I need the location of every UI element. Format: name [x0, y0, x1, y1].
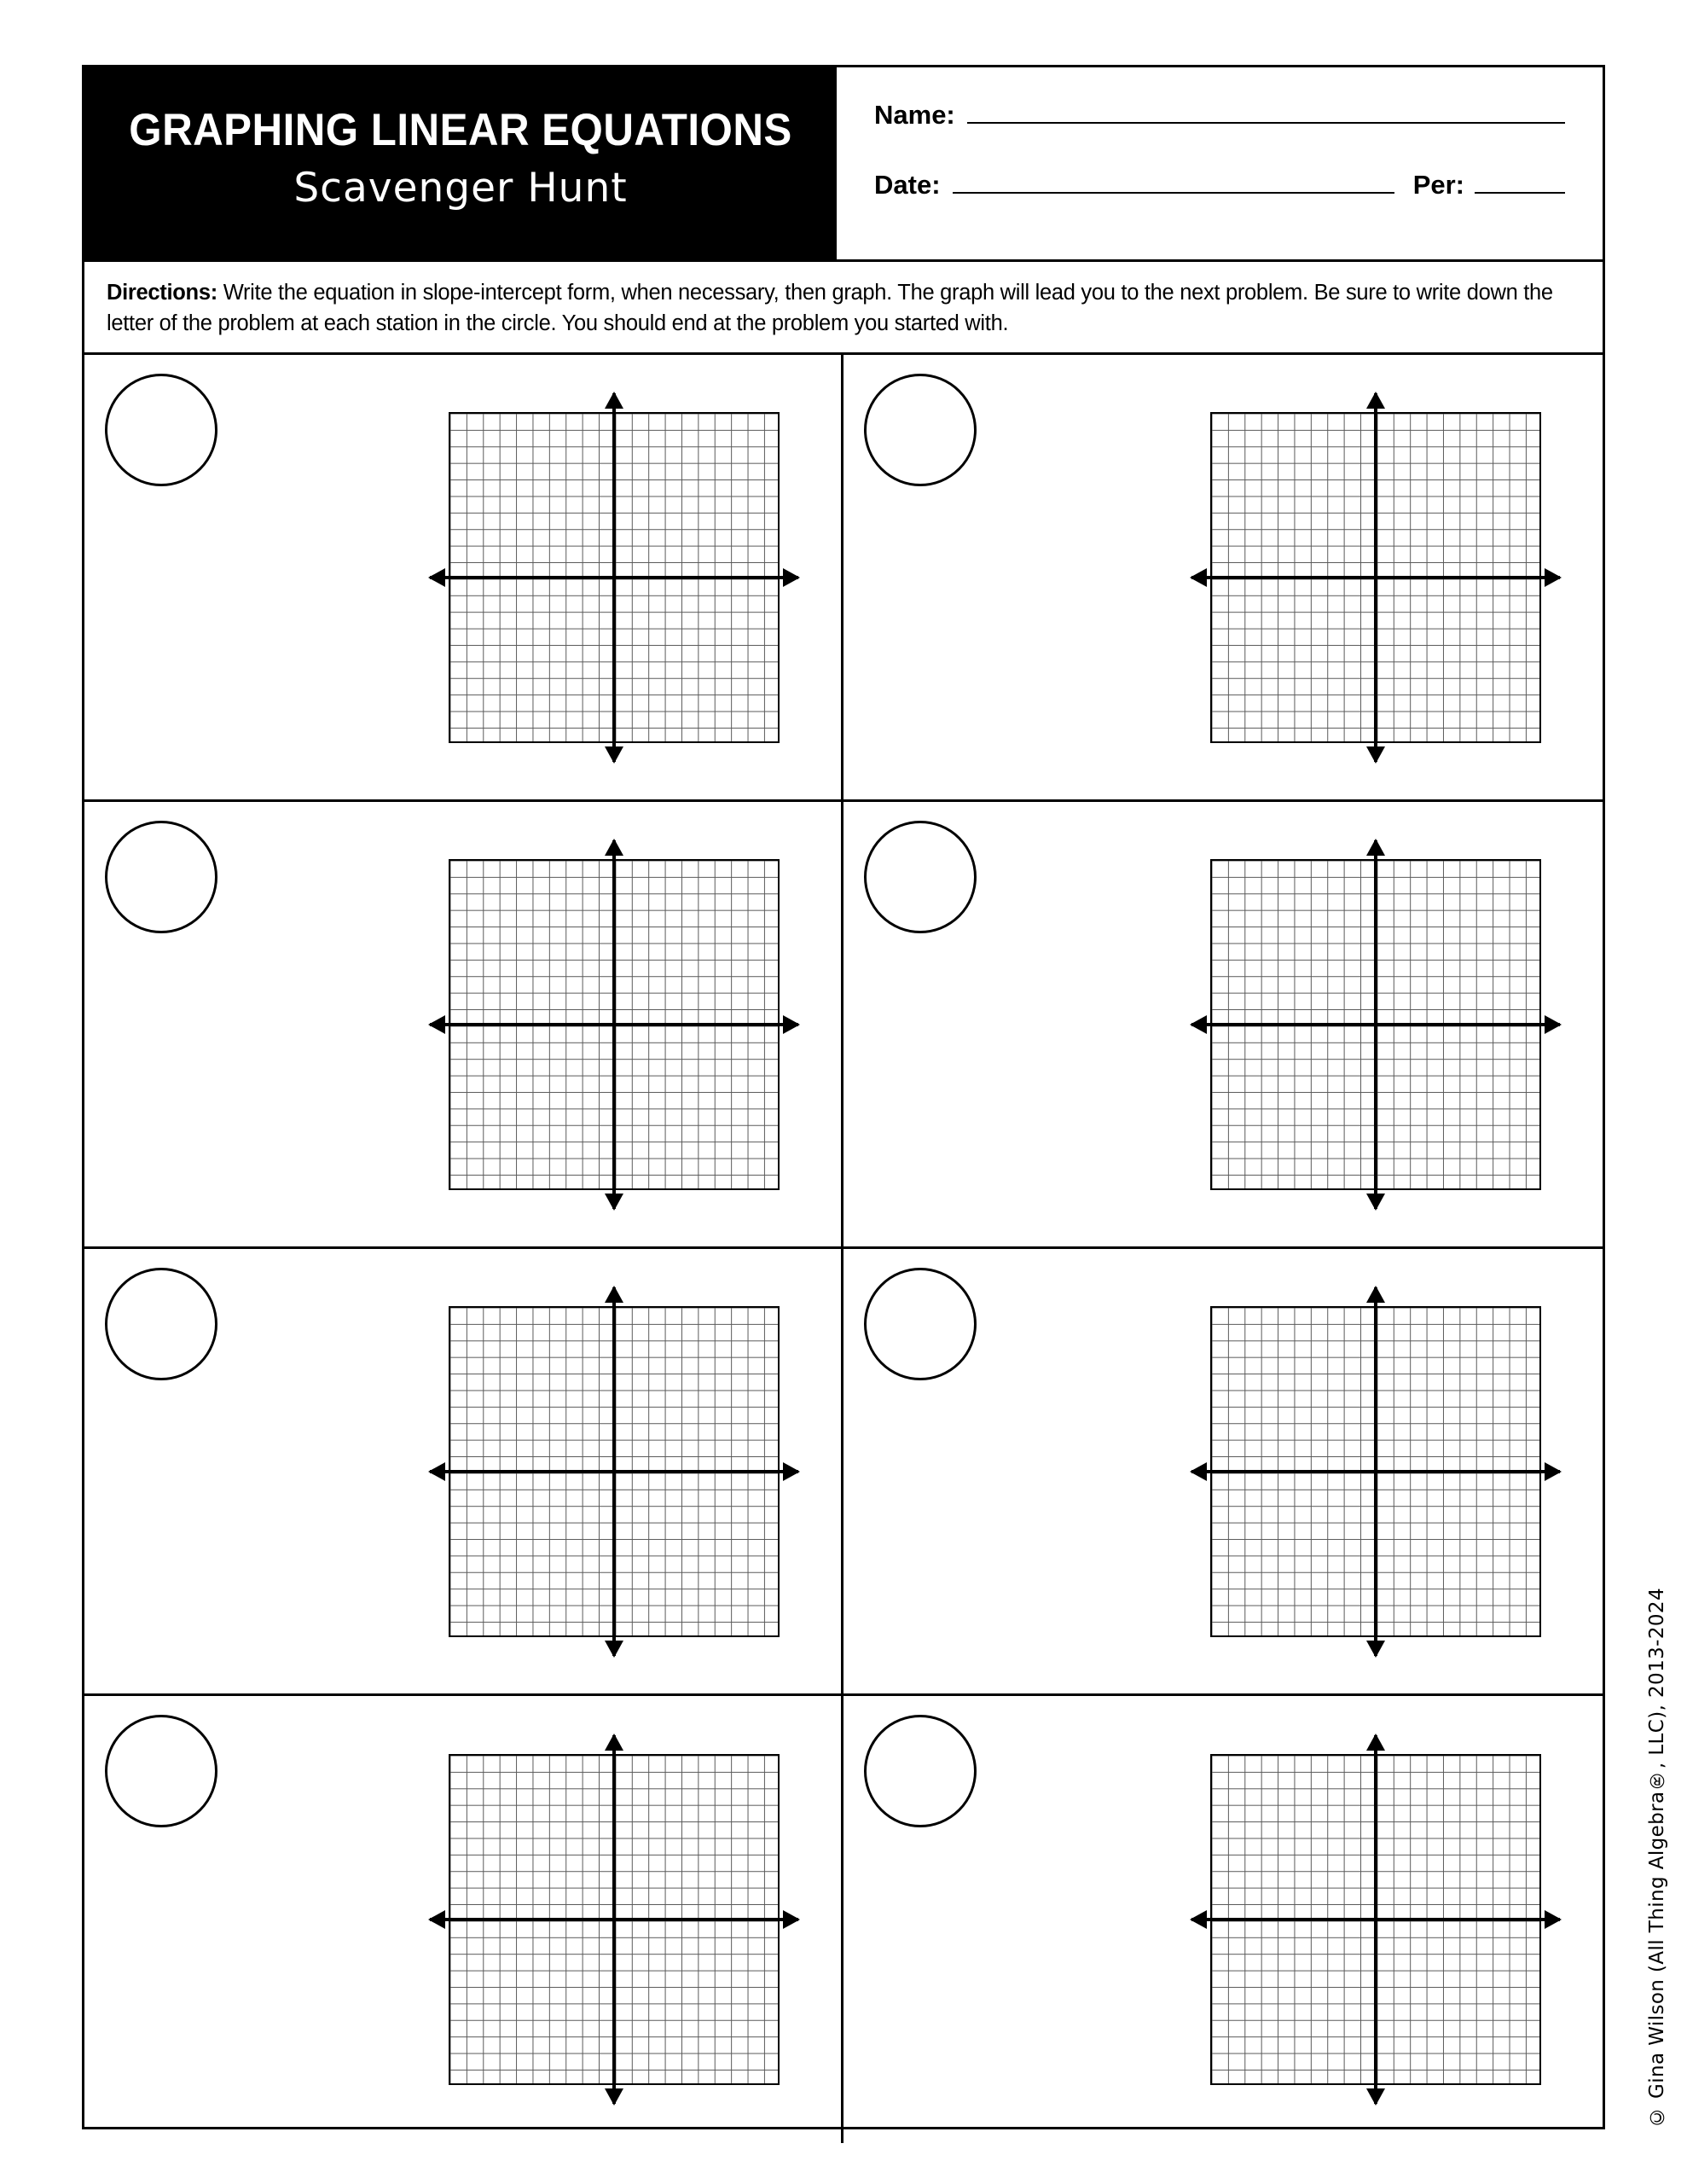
arrow-left-icon [1190, 1462, 1207, 1481]
problem-cell [84, 1696, 844, 2143]
arrow-left-icon [428, 1015, 445, 1034]
date-row [874, 168, 1565, 200]
arrow-right-icon [783, 1015, 800, 1034]
page-title: GRAPHING LINEAR EQUATIONS [129, 104, 792, 155]
arrow-up-icon [605, 392, 623, 409]
coordinate-plane[interactable] [430, 393, 798, 762]
name-row [874, 98, 1565, 131]
arrow-right-icon [1545, 1015, 1562, 1034]
directions-label: Directions: [107, 281, 217, 305]
arrow-down-icon [605, 1641, 623, 1658]
coordinate-plane[interactable] [1191, 840, 1560, 1209]
problem-cell [844, 1249, 1603, 1696]
arrow-up-icon [605, 1286, 623, 1303]
arrow-up-icon [1366, 1286, 1385, 1303]
arrow-left-icon [428, 1910, 445, 1929]
arrow-left-icon [428, 1462, 445, 1481]
arrow-down-icon [1366, 1641, 1385, 1658]
problem-cell [84, 355, 844, 802]
problem-cell [84, 1249, 844, 1696]
arrow-left-icon [428, 568, 445, 587]
arrow-down-icon [605, 1194, 623, 1211]
coordinate-plane[interactable] [1191, 1735, 1560, 2104]
arrow-left-icon [1190, 1015, 1207, 1034]
answer-circle[interactable] [864, 1715, 977, 1827]
arrow-right-icon [783, 1910, 800, 1929]
coordinate-plane[interactable] [430, 840, 798, 1209]
coordinate-plane[interactable] [1191, 393, 1560, 762]
title-block [84, 67, 837, 259]
arrow-up-icon [1366, 839, 1385, 856]
answer-circle[interactable] [105, 1268, 217, 1380]
arrow-right-icon [1545, 1462, 1562, 1481]
arrow-down-icon [1366, 2088, 1385, 2106]
answer-circle[interactable] [864, 1268, 977, 1380]
y-axis [1374, 393, 1377, 762]
worksheet-sheet [82, 65, 1605, 2129]
name-input[interactable] [967, 98, 1565, 124]
date-label: Date: [874, 170, 941, 200]
copyright-notice: © Gina Wilson (All Thing Algebra®, LLC), 2013-2024 [1646, 1587, 1668, 2128]
arrow-up-icon [1366, 1734, 1385, 1751]
period-input[interactable] [1475, 168, 1565, 194]
arrow-up-icon [605, 1734, 623, 1751]
student-info-block [837, 67, 1603, 259]
y-axis [1374, 840, 1377, 1209]
problem-grid [84, 355, 1603, 2143]
arrow-left-icon [1190, 568, 1207, 587]
arrow-left-icon [1190, 1910, 1207, 1929]
arrow-up-icon [605, 839, 623, 856]
answer-circle[interactable] [105, 1715, 217, 1827]
coordinate-plane[interactable] [430, 1735, 798, 2104]
period-label: Per: [1412, 170, 1464, 200]
answer-circle[interactable] [864, 374, 977, 486]
date-input[interactable] [953, 168, 1394, 194]
y-axis [612, 1735, 616, 2104]
answer-circle[interactable] [105, 374, 217, 486]
arrow-up-icon [1366, 392, 1385, 409]
arrow-down-icon [1366, 746, 1385, 764]
y-axis [612, 1287, 616, 1656]
problem-cell [844, 355, 1603, 802]
problem-cell [844, 802, 1603, 1249]
page-subtitle: Scavenger Hunt [293, 164, 628, 212]
y-axis [1374, 1287, 1377, 1656]
answer-circle[interactable] [864, 821, 977, 933]
arrow-down-icon [605, 2088, 623, 2106]
y-axis [612, 393, 616, 762]
coordinate-plane[interactable] [1191, 1287, 1560, 1656]
arrow-right-icon [1545, 1910, 1562, 1929]
arrow-right-icon [783, 1462, 800, 1481]
problem-cell [84, 802, 844, 1249]
y-axis [1374, 1735, 1377, 2104]
problem-cell [844, 1696, 1603, 2143]
directions-block [84, 262, 1603, 355]
answer-circle[interactable] [105, 821, 217, 933]
directions-text: Write the equation in slope-intercept form, when necessary, then graph. The graph will lead you to the next problem. Be sure to write down the letter of the problem at each station in the circle. You should end at the problem you started with. [107, 281, 1553, 336]
worksheet-header [84, 67, 1603, 262]
arrow-down-icon [1366, 1194, 1385, 1211]
name-label: Name: [874, 100, 955, 130]
y-axis [612, 840, 616, 1209]
arrow-down-icon [605, 746, 623, 764]
coordinate-plane[interactable] [430, 1287, 798, 1656]
arrow-right-icon [783, 568, 800, 587]
arrow-right-icon [1545, 568, 1562, 587]
